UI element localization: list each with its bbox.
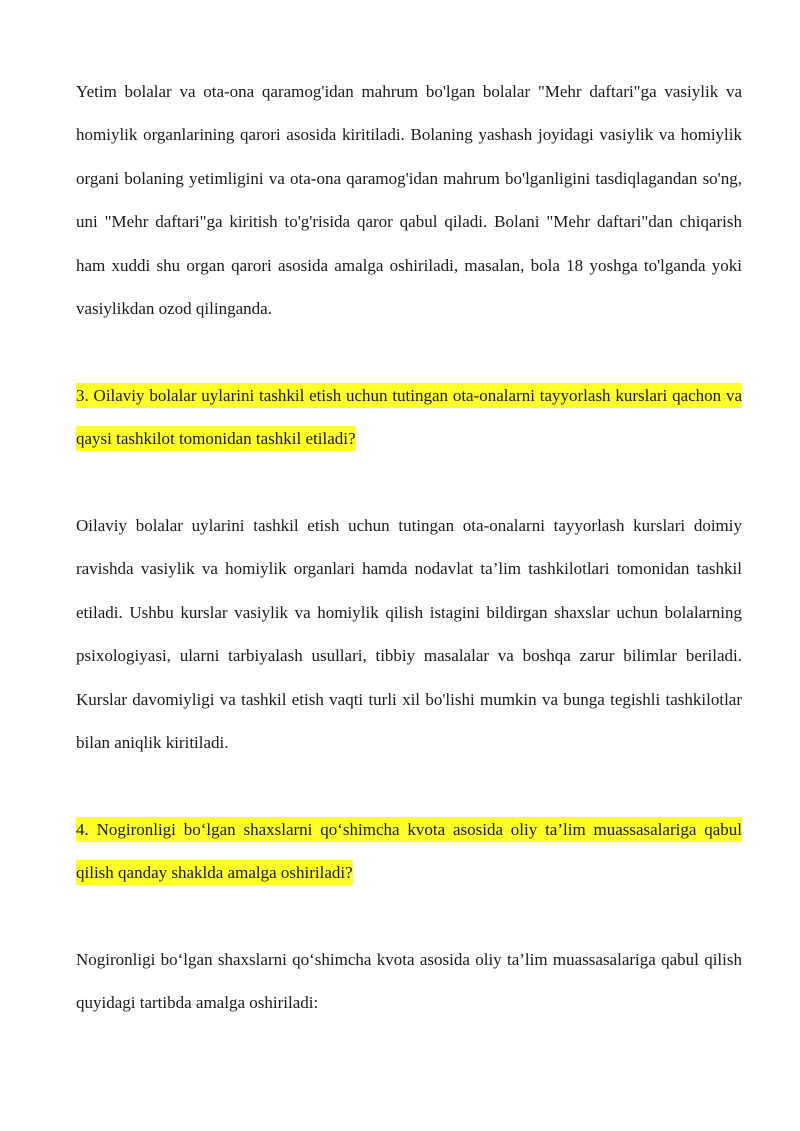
answer-3: Oilaviy bolalar uylarini tashkil etish uchun tutingan ota-onalarni tayyorlash kurslari doimiy ravishda vasiylik va homiylik organlari hamda nodavlat ta’lim tashkilotlari tomonidan tashkil etiladi. Ushbu kurslar vasiylik va homiylik qilish istagini bildirgan shaxslar uchun bolalarning psixologiyasi, ularni tarbiyalash usullari, tibbiy masalalar va boshqa zarur bilimlar beriladi. Kurslar davomiyligi va tashkil etish vaqti turli xil bo'lishi mumkin va bunga tegishli tashkilotlar bilan aniqlik kiritiladi.	[76, 516, 742, 753]
paragraph-spacer	[76, 461, 742, 504]
paragraph-spacer	[76, 330, 742, 373]
paragraph-spacer	[76, 895, 742, 938]
question-4-highlight: 4. Nogironligi bo‘lgan shaxslarni qo‘shimcha kvota asosida oliy ta’lim muassasalariga qabul qilish qanday shaklda amalga oshiriladi?	[76, 817, 742, 885]
question-3-highlight: 3. Oilaviy bolalar uylarini tashkil etish uchun tutingan ota-onalarni tayyorlash kurslari qachon va qaysi tashkilot tomonidan tashkil etiladi?	[76, 383, 742, 451]
question-4	[76, 808, 742, 895]
paragraph-mehr-daftari: Yetim bolalar va ota-ona qaramog'idan mahrum bo'lgan bolalar "Mehr daftari"ga vasiylik va homiylik organlarining qarori asosida kiritiladi. Bolaning yashash joyidagi vasiylik va homiylik organi bolaning yetimligini va ota-ona qaramog'idan mahrum bo'lganligini tasdiqlagandan so'ng, uni "Mehr daftari"ga kiritish to'g'risida qaror qabul qiladi. Bolani "Mehr daftari"dan chiqarish ham xuddi shu organ qarori asosida amalga oshiriladi, masalan, bola 18 yoshga to'lganda yoki vasiylikdan ozod qilinganda.	[76, 82, 742, 319]
document-page	[76, 70, 742, 1025]
answer-4: Nogironligi bo‘lgan shaxslarni qo‘shimcha kvota asosida oliy ta’lim muassasalariga qabul qilish quyidagi tartibda amalga oshiriladi:	[76, 950, 742, 1013]
paragraph-spacer	[76, 764, 742, 807]
question-3	[76, 374, 742, 461]
